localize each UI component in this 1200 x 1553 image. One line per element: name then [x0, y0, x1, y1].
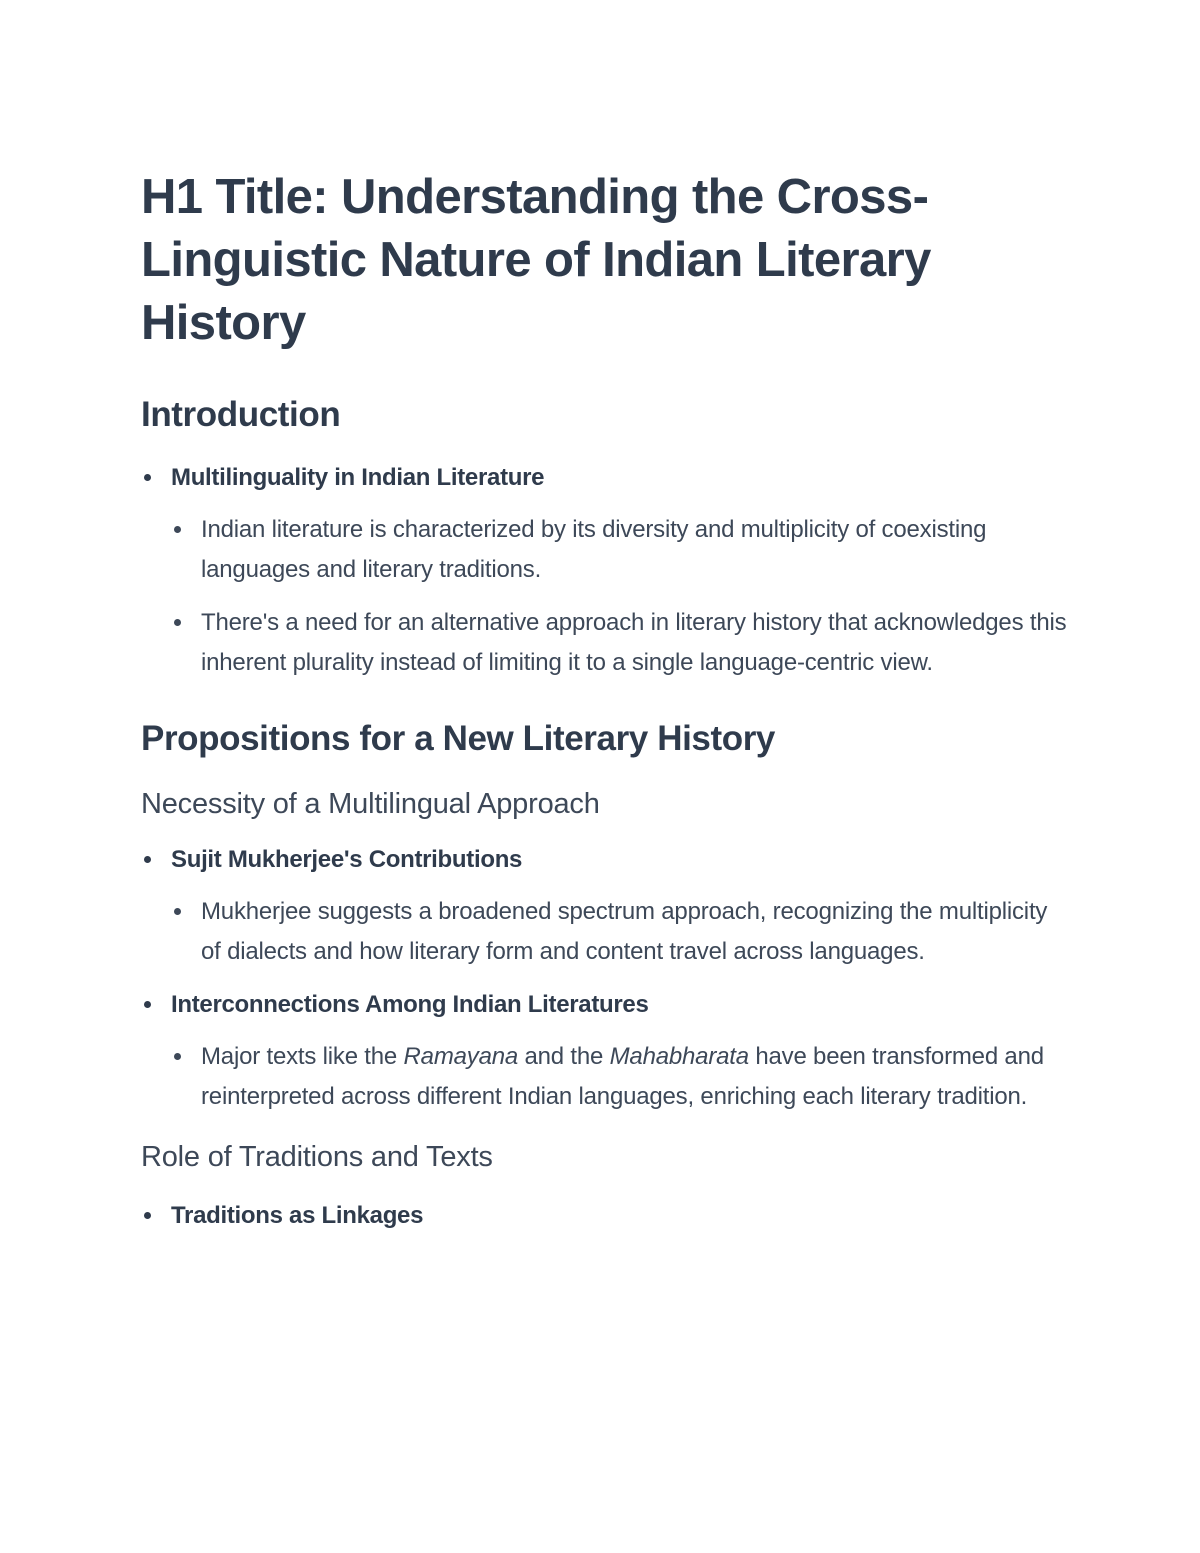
- work-title-ramayana: Ramayana: [403, 1043, 519, 1070]
- list-item: [141, 1196, 1071, 1236]
- sub-list-item: [171, 1037, 1071, 1117]
- necessity-list: [141, 840, 1071, 1117]
- list-item-label: Sujit Mukherjee's Contributions: [171, 846, 523, 873]
- text-segment: have been transformed and reinterpreted across different Indian languages, enriching each literary tradition.: [201, 1043, 1044, 1110]
- sub-list-item-text: [201, 1043, 1044, 1110]
- section-heading-introduction: Introduction: [141, 395, 341, 434]
- traditions-list: [141, 1196, 1071, 1236]
- list-item-label: Interconnections Among Indian Literatures: [171, 991, 649, 1018]
- bullet-icon: [144, 1212, 151, 1219]
- sub-list-item: [171, 603, 1071, 683]
- sub-list: [171, 1037, 1071, 1117]
- list-item-label: Multilinguality in Indian Literature: [171, 464, 545, 491]
- list-item-label: Traditions as Linkages: [171, 1202, 424, 1229]
- section-heading-propositions: Propositions for a New Literary History: [141, 719, 775, 758]
- list-item: [141, 840, 1071, 972]
- bullet-icon: [174, 619, 181, 626]
- text-segment: and the: [518, 1043, 610, 1070]
- subsection-heading-traditions: Role of Traditions and Texts: [141, 1141, 493, 1173]
- sub-list-item-text: Indian literature is characterized by its diversity and multiplicity of coexisting languages and literary traditions.: [201, 516, 987, 583]
- bullet-icon: [144, 474, 151, 481]
- list-item: [141, 985, 1071, 1117]
- work-title-mahabharata: Mahabharata: [609, 1043, 749, 1070]
- bullet-icon: [174, 1053, 181, 1060]
- bullet-icon: [174, 908, 181, 915]
- list-item: [141, 458, 1071, 683]
- document-page: [141, 166, 1071, 1236]
- sub-list-item-text: There's a need for an alternative approach in literary history that acknowledges this inherent plurality instead of limiting it to a single language-centric view.: [201, 609, 1067, 676]
- sub-list-item-text: Mukherjee suggests a broadened spectrum approach, recognizing the multiplicity of dialects and how literary form and content travel across languages.: [201, 898, 1048, 965]
- bullet-icon: [144, 856, 151, 863]
- document-title: H1 Title: Understanding the Cross-Linguistic Nature of Indian Literary History: [141, 170, 931, 350]
- sub-list-item: [171, 892, 1071, 972]
- sub-list: [171, 510, 1071, 683]
- sub-list-item: [171, 510, 1071, 590]
- text-segment: Major texts like the: [201, 1043, 404, 1070]
- introduction-list: [141, 458, 1071, 683]
- bullet-icon: [144, 1001, 151, 1008]
- subsection-heading-necessity: Necessity of a Multilingual Approach: [141, 788, 600, 820]
- bullet-icon: [174, 526, 181, 533]
- sub-list: [171, 892, 1071, 972]
